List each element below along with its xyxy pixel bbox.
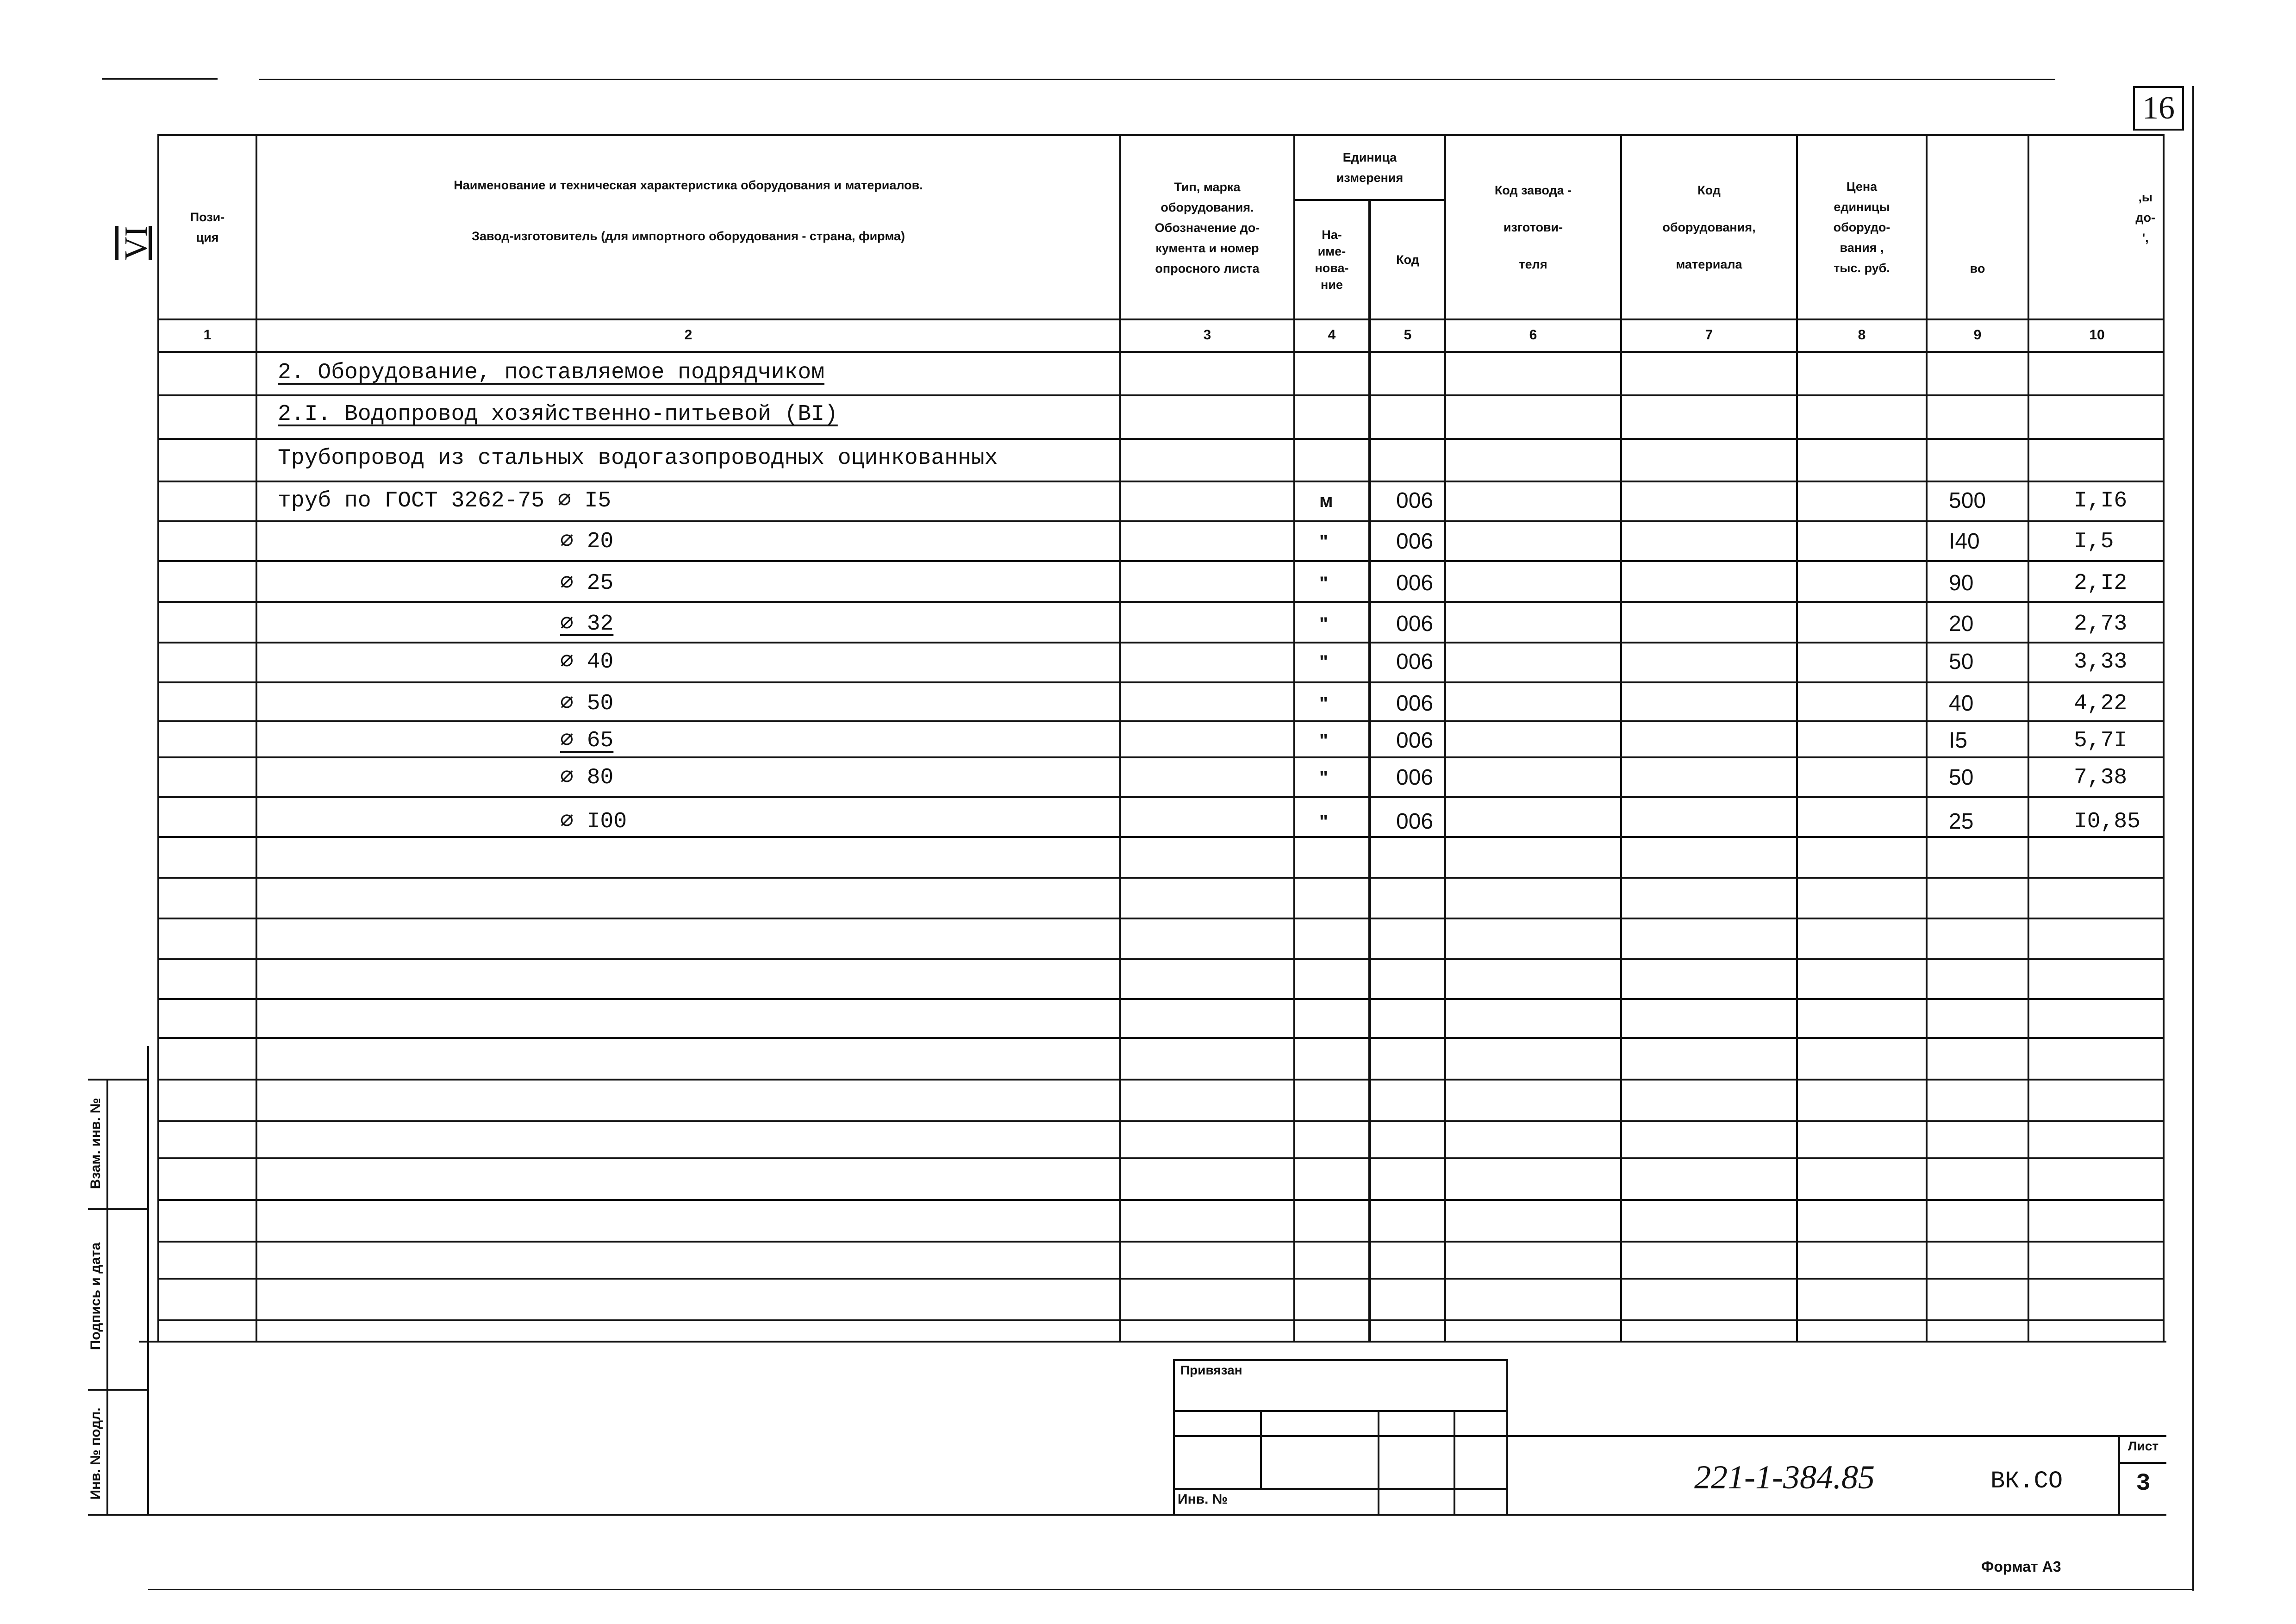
header-col10: ,ы до- ', [2135, 190, 2155, 245]
row-name: Трубопровод из стальных водогазопроводных оцинкованных [278, 446, 998, 471]
row-line [157, 1157, 2165, 1159]
row-line [157, 520, 2165, 522]
privyazan-vline-2 [1378, 1410, 1379, 1516]
row-line [157, 1079, 2165, 1081]
row-line [157, 918, 2165, 919]
row-unit: м [1319, 491, 1333, 511]
privyazan-vline-1 [1260, 1410, 1262, 1488]
colnum-4: 4 [1328, 327, 1336, 343]
row-unit: " [1319, 693, 1328, 714]
header-equipment-code: Код оборудования, материала [1662, 183, 1756, 271]
top-scribble-line [102, 78, 218, 80]
side-box-line-v [106, 1079, 108, 1516]
row-line [157, 560, 2165, 562]
colnum-2: 2 [684, 327, 693, 343]
row-unit: " [1319, 531, 1328, 552]
row-name: ∅ 65 [560, 728, 614, 753]
row-name: 2.I. Водопровод хозяйственно-питьевой (BI) [278, 402, 838, 427]
header-price: Цена единицы оборудо- вания , тыс. руб. [1833, 180, 1890, 275]
row-line [157, 756, 2165, 758]
row-quantity: 90 [1949, 571, 1974, 595]
list-label: Лист [2128, 1439, 2159, 1453]
row-name: ∅ 25 [560, 571, 614, 596]
side-box-line-c [88, 1389, 148, 1391]
outer-bottom-frame [148, 1589, 2194, 1590]
colnum-3: 3 [1203, 327, 1211, 343]
header-name-line1: Наименование и техническая характеристика оборудования и материалов. [454, 178, 923, 192]
row-quantity: 50 [1949, 765, 1974, 790]
row-quantity: 500 [1949, 488, 1986, 513]
side-label-podpis: Подпись и дата [88, 1242, 103, 1350]
row-line [157, 481, 2165, 482]
row-line [157, 720, 2165, 722]
outer-right-frame [2192, 86, 2194, 1591]
header-unit-group: Единица измерения [1336, 150, 1404, 185]
col-line-8 [1926, 134, 1928, 1343]
header-factory-code: Код завода - изготови- теля [1494, 183, 1572, 271]
row-value: I,I6 [2074, 488, 2128, 513]
inv-no-label: Инв. № [1178, 1492, 1228, 1507]
row-line [157, 681, 2165, 683]
header-type: Тип, марка оборудования. Обозначение до- кумента и номер опросного листа [1154, 180, 1260, 275]
colnum-divider [157, 351, 2165, 353]
colnum-1: 1 [203, 327, 212, 343]
row-value: 4,22 [2074, 691, 2128, 716]
row-unit: " [1319, 731, 1328, 751]
row-line [157, 836, 2165, 838]
row-code: 006 [1396, 691, 1434, 716]
colnum-9: 9 [1973, 327, 1982, 343]
colnum-5: 5 [1404, 327, 1412, 343]
row-code: 006 [1396, 728, 1434, 753]
stamp-mid-line [1508, 1435, 2166, 1437]
row-unit: " [1319, 573, 1328, 593]
sheet-corner-number: 16 [2142, 90, 2175, 126]
row-line [157, 601, 2165, 603]
left-frame-line [147, 1046, 149, 1516]
row-name: ∅ I00 [560, 809, 627, 834]
header-unit-code: Код [1396, 253, 1419, 267]
row-value: I,5 [2074, 529, 2114, 554]
colnum-6: 6 [1529, 327, 1537, 343]
row-quantity: 40 [1949, 691, 1974, 716]
row-line [157, 1278, 2165, 1280]
row-line [157, 1199, 2165, 1201]
top-scribble-line-2 [259, 79, 2055, 80]
row-line [157, 796, 2165, 798]
row-line [157, 877, 2165, 879]
side-label-vzam: Взам. инв. № [88, 1098, 103, 1189]
row-value: 2,73 [2074, 612, 2128, 637]
row-unit: " [1319, 812, 1328, 832]
privyazan-vline-3 [1454, 1410, 1455, 1516]
stamp-top-line [139, 1341, 2166, 1343]
row-value: 2,I2 [2074, 571, 2128, 596]
row-name: ∅ 32 [560, 612, 614, 637]
row-name: ∅ 20 [560, 529, 614, 554]
header-quantity: во [1970, 262, 1985, 275]
format-label: Формат А3 [1981, 1558, 2061, 1575]
row-line [157, 394, 2165, 396]
row-value: 7,38 [2074, 765, 2128, 790]
row-quantity: 25 [1949, 809, 1974, 834]
row-quantity: 50 [1949, 650, 1974, 674]
colnum-8: 8 [1858, 327, 1866, 343]
list-value: 3 [2136, 1470, 2151, 1497]
col-line-4 [1368, 199, 1371, 1343]
row-line [157, 998, 2165, 1000]
header-name-line2: Завод-изготовитель (для импортного оборудования - страна, фирма) [472, 229, 905, 243]
row-code: 006 [1396, 612, 1434, 636]
row-value: 5,7I [2074, 728, 2128, 753]
privyazan-line-2 [1173, 1435, 1508, 1437]
row-line [157, 1037, 2165, 1039]
row-quantity: I5 [1949, 728, 1968, 753]
col-line-1 [256, 134, 257, 1343]
side-roman-numeral: VI [119, 226, 154, 260]
row-name: ∅ 50 [560, 691, 614, 716]
header-position: Пози- ция [190, 210, 225, 244]
row-value: I0,85 [2074, 809, 2141, 834]
row-code: 006 [1396, 529, 1434, 554]
row-name: 2. Оборудование, поставляемое подрядчиком [278, 360, 824, 385]
stamp-bottom-line [139, 1514, 2166, 1516]
row-unit: " [1319, 614, 1328, 634]
privyazan-line-1 [1173, 1410, 1508, 1412]
row-line [157, 438, 2165, 440]
side-box-line-b [88, 1208, 148, 1210]
row-unit: " [1319, 768, 1328, 788]
row-line [157, 1241, 2165, 1243]
side-box-line-d [88, 1514, 148, 1516]
row-value: 3,33 [2074, 650, 2128, 675]
row-name: ∅ 80 [560, 765, 614, 790]
header-unit-name: На- име- нова- ние [1315, 228, 1349, 292]
row-line [157, 958, 2165, 960]
doc-code: ВК.СО [1990, 1468, 2063, 1495]
row-name: ∅ 40 [560, 650, 614, 675]
side-box-line-a [88, 1079, 148, 1081]
row-code: 006 [1396, 488, 1434, 513]
row-line [157, 1120, 2165, 1122]
privyazan-line-3 [1173, 1488, 1508, 1490]
row-quantity: 20 [1949, 612, 1974, 636]
row-name: труб по ГОСТ 3262-75 ∅ I5 [278, 488, 611, 513]
col-line-9 [2028, 134, 2029, 1343]
row-line [157, 1319, 2165, 1321]
row-line [157, 642, 2165, 643]
colnum-10: 10 [2089, 327, 2105, 343]
row-code: 006 [1396, 765, 1434, 790]
list-box-hline [2118, 1462, 2166, 1464]
colnum-7: 7 [1705, 327, 1713, 343]
row-unit: " [1319, 652, 1328, 672]
row-code: 006 [1396, 809, 1434, 834]
row-quantity: I40 [1949, 529, 1980, 554]
privyazan-label: Привязан [1180, 1363, 1242, 1377]
row-code: 006 [1396, 650, 1434, 674]
row-code: 006 [1396, 571, 1434, 595]
doc-number: 221-1-384.85 [1694, 1459, 1875, 1496]
side-label-inv-podl: Инв. № подл. [88, 1407, 103, 1500]
